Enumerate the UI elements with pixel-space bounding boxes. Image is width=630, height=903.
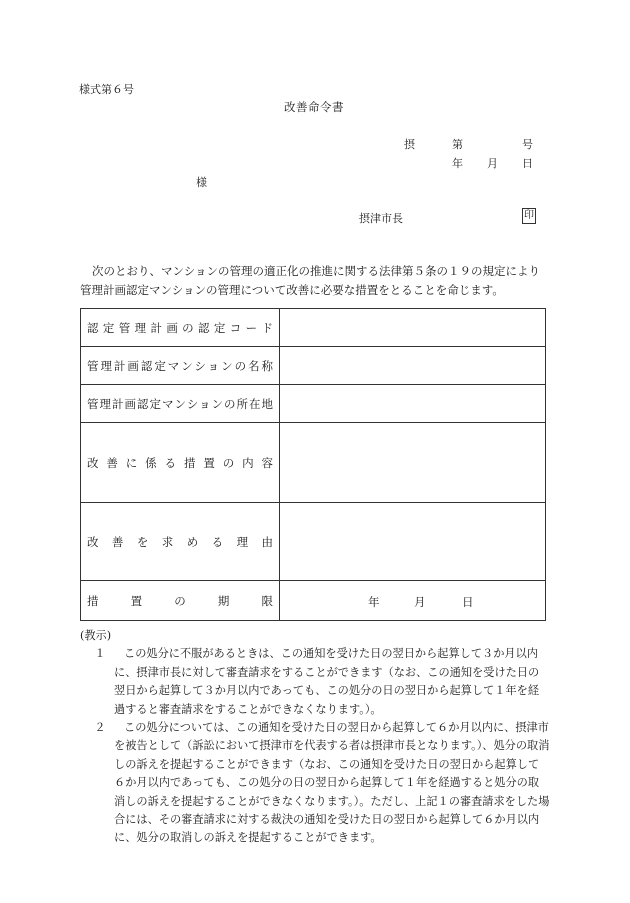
deadline-day: 日 [462, 595, 474, 609]
intro-line-1: 次のとおり、マンションの管理の適正化の推進に関する法律第５条の１９の規定により [92, 264, 540, 278]
row-label-mansion-name: 管理計画認定マンションの名称 [81, 347, 280, 385]
note-number: ２ [94, 721, 106, 735]
row-value-mansion-name[interactable] [280, 347, 546, 385]
table-row [81, 385, 546, 423]
form-number: 様式第６号 [79, 83, 134, 96]
addressee-suffix: 様 [196, 176, 207, 189]
row-value-cert-code[interactable] [280, 309, 546, 347]
table-row [81, 581, 546, 621]
date-day: 日 [522, 157, 533, 170]
number-go: 号 [522, 138, 533, 151]
deadline-month: 月 [414, 595, 426, 609]
document-title: 改善命令書 [284, 100, 344, 114]
intro-line-2: 管理計画認定マンションの管理について改善に必要な措置をとることを命じます。 [80, 283, 504, 297]
note-text: この処分については、この通知を受けた日の翌日から起算して６か月以内に、摂津市を被告として（訴訟において摂津市を代表する者は摂津市長となります。）、処分の取消しの訴えを提起することができます（なお、この通知を受けた日の翌日から起算して６か月以内であっても、この処分の日の翌日から起算して１年を経過すると処分の取消しの訴えを提起することができなくなります。）。ただし、上記１の審査請求をした場合には、その審査請求に対する裁決の通知を受けた日の翌日から起算して６か月以内に、処分の取消しの訴えを提起することができます。 [114, 721, 550, 845]
issuer-name: 摂津市長 [359, 212, 403, 225]
notes-heading: (教示) [80, 629, 112, 642]
seal-mark: 印 [522, 208, 536, 224]
intro-paragraph [80, 262, 550, 300]
table-row [81, 503, 546, 581]
note-item-2 [80, 719, 550, 848]
row-value-measure-content[interactable] [280, 423, 546, 503]
date-month: 月 [487, 157, 498, 170]
appeal-notice [80, 627, 550, 848]
row-label-reason: 改善を求める理由 [81, 503, 280, 581]
row-label-measure-content: 改善に係る措置の内容 [81, 423, 280, 503]
table-row [81, 423, 546, 503]
date-year: 年 [452, 157, 463, 170]
table-row [81, 347, 546, 385]
note-text: この処分に不服があるときは、この通知を受けた日の翌日から起算して３か月以内に、摂津市長に対して審査請求をすることができます（なお、この通知を受けた日の翌日から起算して３か月以内であっても、この処分の日の翌日から起算して１年を経過すると審査請求をすることができなくなります。）。 [114, 647, 540, 716]
note-number: １ [94, 647, 106, 661]
note-item-1 [80, 645, 550, 719]
row-label-cert-code: 認定管理計画の認定コード [81, 309, 280, 347]
row-value-mansion-address[interactable] [280, 385, 546, 423]
number-prefix: 摂 [404, 138, 415, 151]
deadline-year: 年 [368, 595, 380, 609]
row-label-deadline: 措置の期限 [81, 581, 280, 621]
order-details-table [80, 308, 546, 621]
row-label-mansion-address: 管理計画認定マンションの所在地 [81, 385, 280, 423]
row-value-deadline[interactable] [280, 581, 546, 621]
number-dai: 第 [452, 138, 463, 151]
row-value-reason[interactable] [280, 503, 546, 581]
table-row [81, 309, 546, 347]
